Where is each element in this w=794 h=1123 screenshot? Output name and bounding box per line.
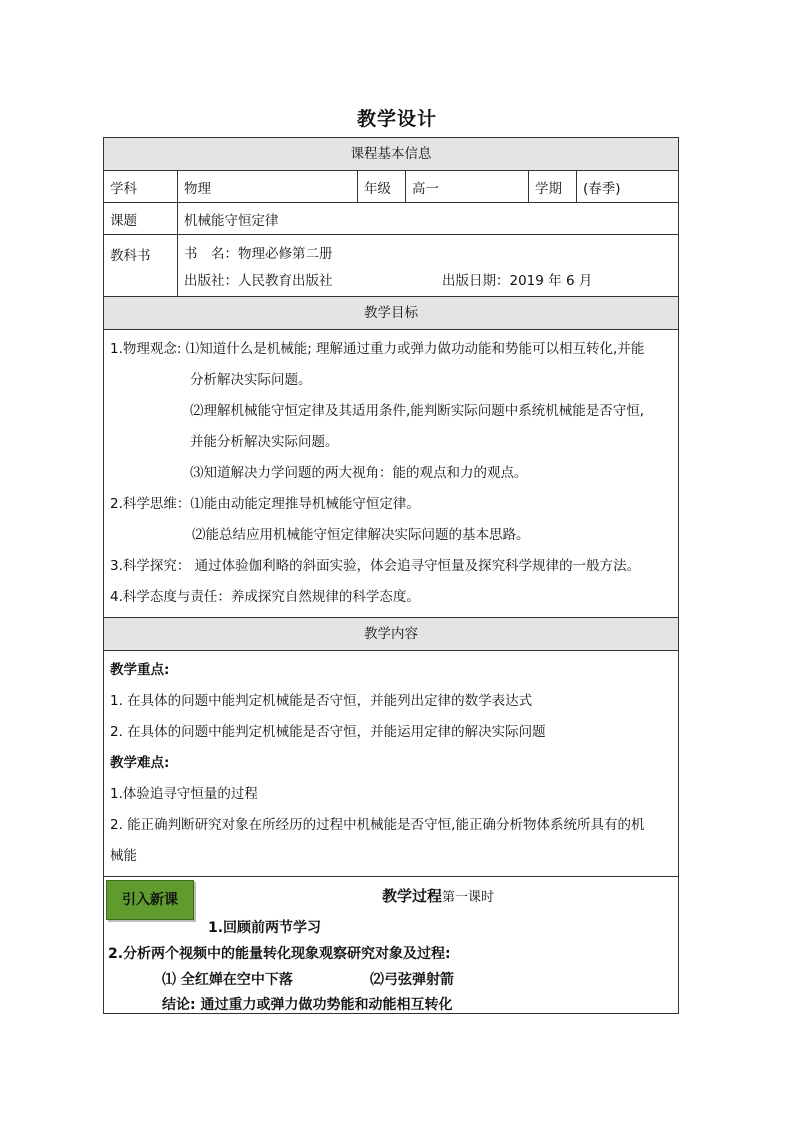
content-block <box>104 650 678 876</box>
process-title: 教学过程第一课时 <box>382 887 495 905</box>
key-points-title: 教学重点: <box>110 662 170 678</box>
key-point-1: 1. 在具体的问题中能判定机械能是否守恒，并能列出定律的数学表达式 <box>110 693 533 709</box>
objective-1-line-4: 并能分析解决实际问题。 <box>190 434 339 450</box>
process-step-1: 1.回顾前两节学习 <box>208 920 322 936</box>
info-row-subject <box>104 170 678 202</box>
objective-1-line-3: ⑵理解机械能守恒定律及其适用条件,能判断实际问题中系统机械能是否守恒, <box>190 403 645 419</box>
objective-3: 3.科学探究： 通过体验伽利略的斜面实验，体会追寻守恒量及探究科学规律的一般方法。 <box>110 558 641 574</box>
book-name: 书 名：物理必修第二册 <box>184 246 333 263</box>
publisher: 出版社：人民教育出版社 <box>184 272 333 289</box>
objective-1-line-1: 1.物理观念: ⑴知道什么是机械能; 理解通过重力或弹力做功动能和势能可以相互转化,并能 <box>110 341 645 357</box>
grade-value: 高一 <box>405 171 528 202</box>
objective-2-line-2: ⑵能总结应用机械能守恒定律解决实际问题的基本思路。 <box>192 527 530 543</box>
term-label: 学期 <box>528 171 576 202</box>
section-header-objectives: 教学目标 <box>104 296 678 329</box>
process-title-sub: 第一课时 <box>442 890 495 905</box>
info-row-textbook <box>104 234 678 296</box>
section-header-content: 教学内容 <box>104 617 678 650</box>
difficulty-2-line-2: 械能 <box>110 848 137 864</box>
objective-4: 4.科学态度与责任：养成探究自然规律的科学态度。 <box>110 589 420 605</box>
page-title: 教学设计 <box>356 108 437 130</box>
subject-value: 物理 <box>177 171 357 202</box>
objective-1-line-2: 分析解决实际问题。 <box>190 372 312 388</box>
textbook-details <box>177 235 678 296</box>
topic-label: 课题 <box>110 212 137 229</box>
difficulties-title: 教学难点: <box>110 755 170 771</box>
key-point-2: 2. 在具体的问题中能判定机械能是否守恒，并能运用定律的解决实际问题 <box>110 724 546 740</box>
process-conclusion: 结论: 通过重力或弹力做功势能和动能相互转化 <box>162 997 453 1013</box>
objective-2-line-1: 2.科学思维：⑴能由动能定理推导机械能守恒定律。 <box>110 496 420 512</box>
grade-label: 年级 <box>357 171 405 202</box>
difficulty-1: 1.体验追寻守恒量的过程 <box>110 786 258 802</box>
publish-date: 出版日期：2019 年 6 月 <box>442 272 593 289</box>
subject-label: 学科 <box>110 180 137 197</box>
objective-1-line-5: ⑶知道解决力学问题的两大视角：能的观点和力的观点。 <box>190 465 528 481</box>
process-step-2: 2.分析两个视频中的能量转化现象观察研究对象及过程: <box>108 946 451 962</box>
process-example-1: ⑴ 全红婵在空中下落 <box>162 972 293 988</box>
objectives-block <box>104 329 678 617</box>
difficulty-2-line-1: 2. 能正确判断研究对象在所经历的过程中机械能是否守恒,能正确分析物体系统所具有的机 <box>110 817 645 833</box>
process-example-2: ⑵弓弦弹射箭 <box>370 972 454 988</box>
info-row-topic <box>104 202 678 234</box>
topic-value: 机械能守恒定律 <box>177 203 678 234</box>
textbook-label: 教科书 <box>110 248 151 264</box>
lesson-plan-table <box>103 137 679 1014</box>
intro-new-lesson-button[interactable]: 引入新课 <box>106 880 194 920</box>
section-header-basic-info: 课程基本信息 <box>104 138 678 170</box>
process-block <box>104 876 678 1013</box>
term-value: (春季) <box>576 171 678 202</box>
